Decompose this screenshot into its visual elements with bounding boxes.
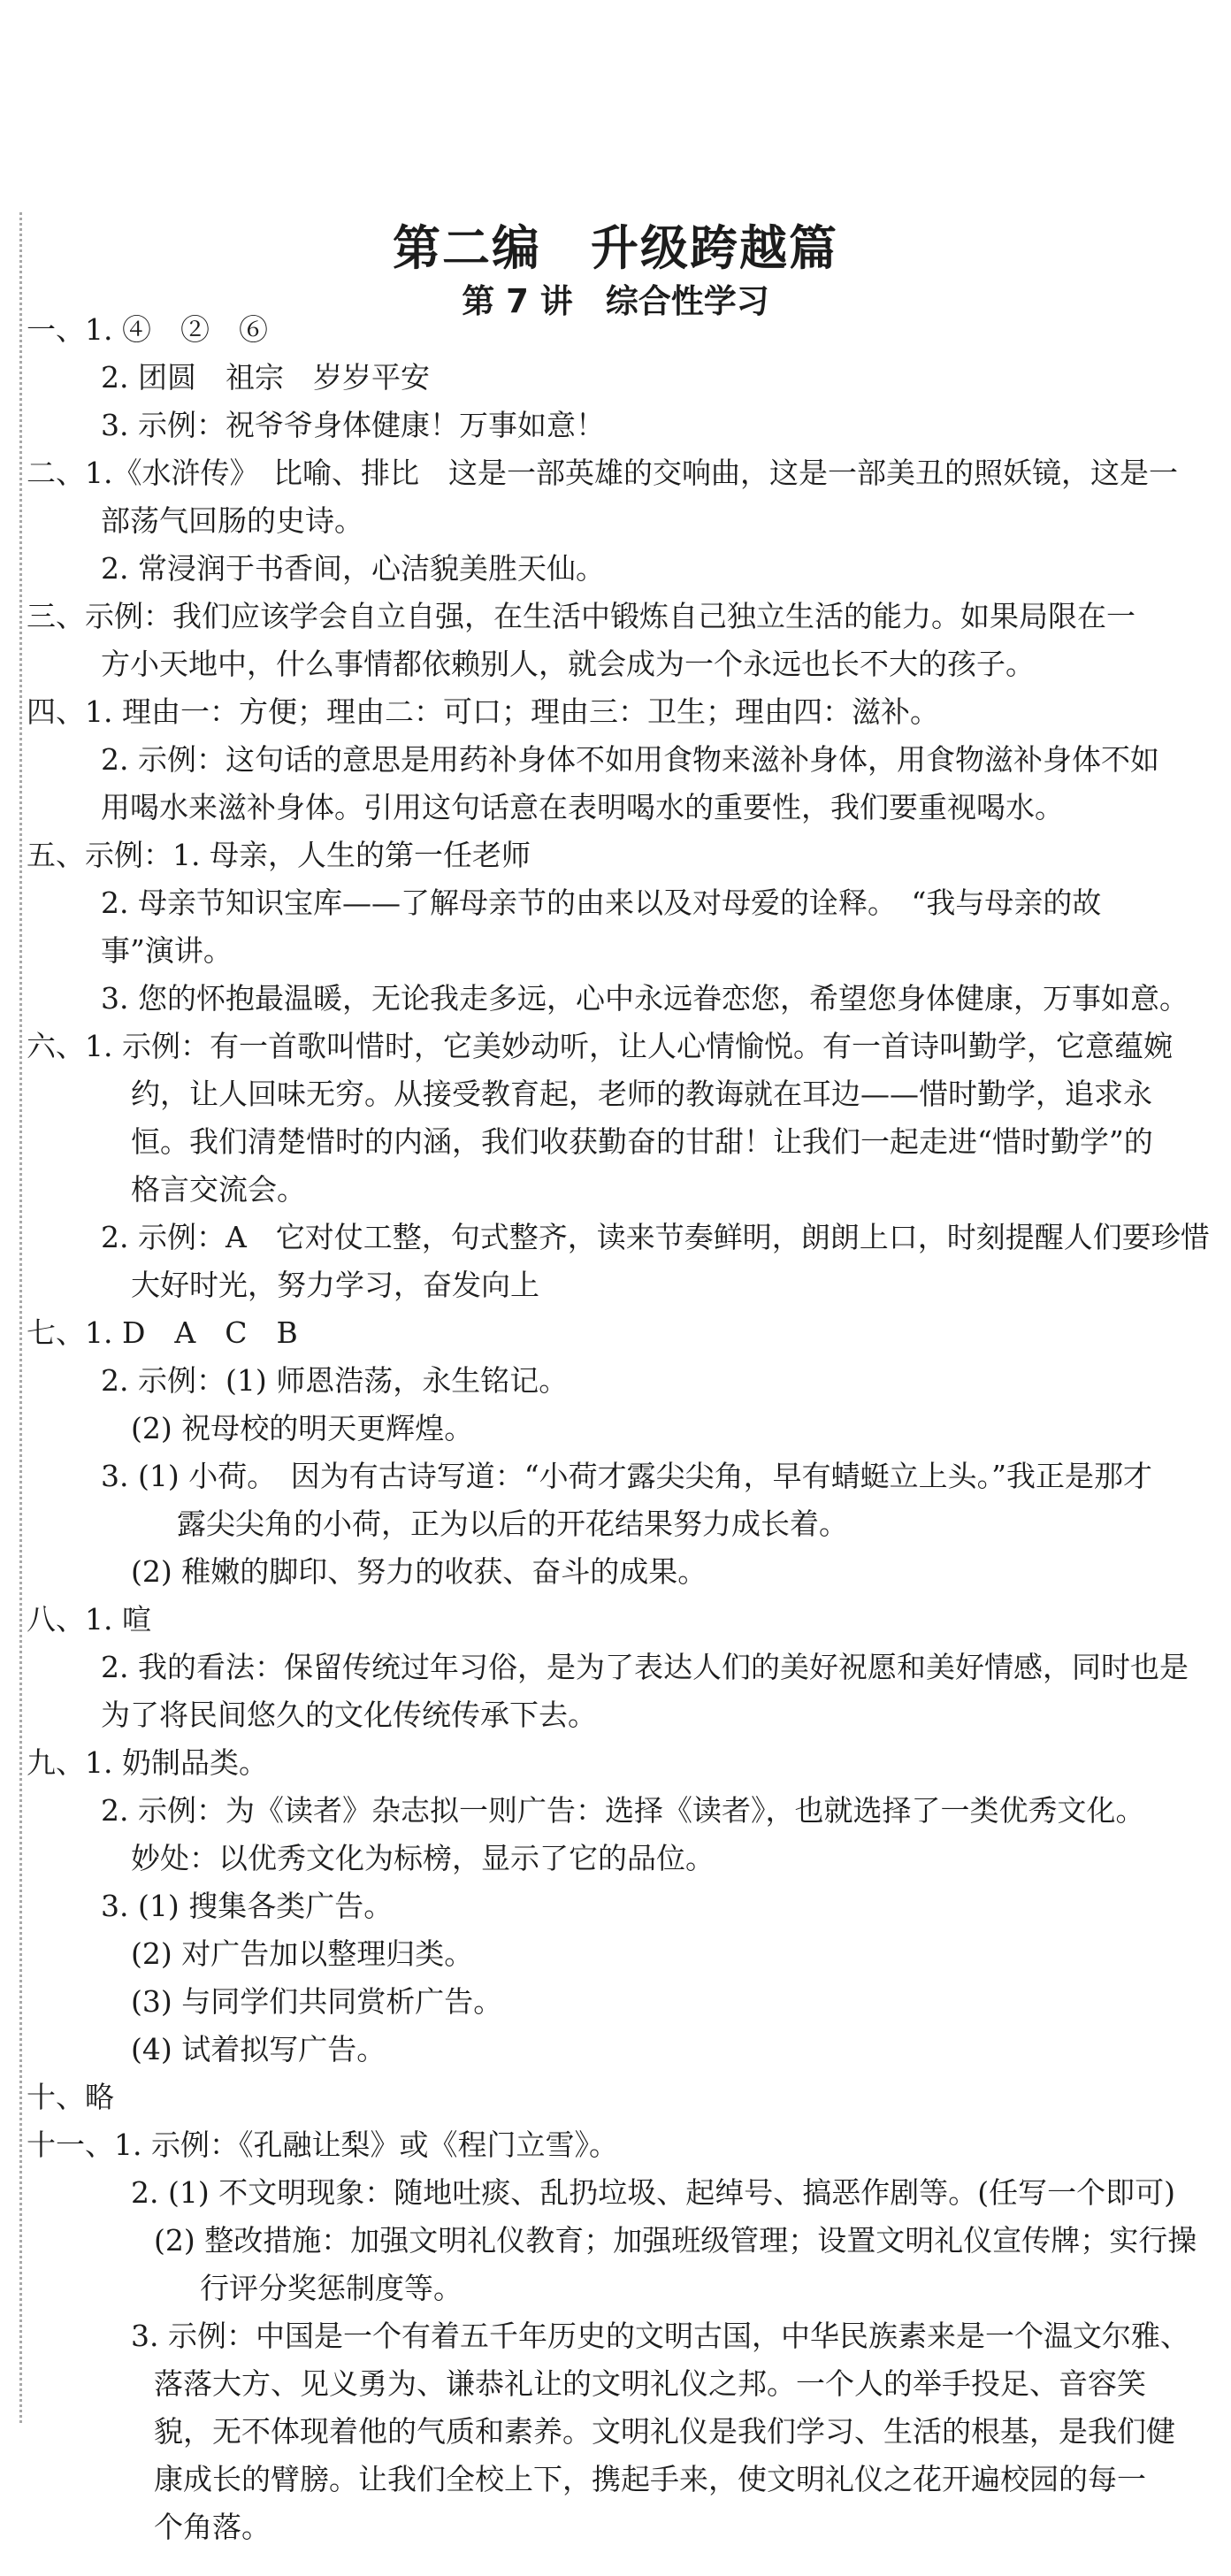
answer-line: 3. (1) 搜集各类广告。 — [101, 1889, 394, 1923]
answer-line: (2) 祝母校的明天更辉煌。 — [131, 1411, 474, 1445]
answer-line: 七、1. D A C B — [27, 1315, 298, 1350]
answer-line: 部荡气回肠的史诗。 — [101, 503, 363, 538]
answer-line: 3. (1) 小荷。 因为有古诗写道：“小荷才露尖尖角，早有蜻蜓立上头。”我正是那才 — [101, 1459, 1152, 1493]
answer-line: 2. (1) 不文明现象：随地吐痰、乱扔垃圾、起绰号、搞恶作剧等。(任写一个即可) — [131, 2175, 1175, 2210]
answer-line: 八、1. 喧 — [27, 1602, 151, 1637]
answer-line: 为了将民间悠久的文化传统传承下去。 — [101, 1698, 597, 1732]
answer-line: 3. 示例：中国是一个有着五千年历史的文明古国，中华民族素来是一个温文尔雅、 — [131, 2319, 1189, 2353]
answer-line: 妙处：以优秀文化为标榜，显示了它的品位。 — [131, 1841, 715, 1875]
answer-line: 2. 我的看法：保留传统过年习俗，是为了表达人们的美好祝愿和美好情感，同时也是 — [101, 1650, 1189, 1684]
answer-line: 五、示例：1. 母亲，人生的第一任老师 — [27, 838, 531, 872]
answer-line: 事”演讲。 — [101, 933, 233, 968]
answer-line: 十、略 — [27, 2080, 114, 2114]
answer-line: (4) 试着拟写广告。 — [131, 2032, 386, 2066]
answer-line: 行评分奖惩制度等。 — [200, 2271, 463, 2305]
answer-line: 2. 母亲节知识宝库——了解母亲节的由来以及对母爱的诠释。 “我与母亲的故 — [101, 886, 1102, 920]
answer-line: 方小天地中，什么事情都依赖别人，就会成为一个永远也长不大的孩子。 — [101, 647, 1035, 681]
answer-line: 落落大方、见义勇为、谦恭礼让的文明礼仪之邦。一个人的举手投足、音容笑 — [154, 2366, 1146, 2401]
answer-line: 康成长的臂膀。让我们全校上下，携起手来，使文明礼仪之花开遍校园的每一 — [154, 2462, 1146, 2496]
answer-line: 3. 您的怀抱最温暖，无论我走多远，心中永远眷恋您，希望您身体健康，万事如意。 — [101, 981, 1189, 1016]
binding-dashed-line — [19, 212, 22, 2424]
answer-line: 露尖尖角的小荷，正为以后的开花结果努力成长着。 — [177, 1506, 848, 1541]
answer-line: 3. 示例：祝爷爷身体健康！万事如意！ — [101, 408, 605, 442]
answer-line: 十一、1. 示例：《孔融让梨》或《程门立雪》。 — [27, 2128, 618, 2162]
answer-line: 格言交流会。 — [131, 1172, 306, 1207]
answer-line: 个角落。 — [154, 2510, 271, 2544]
answer-line: 2. 示例：为《读者》杂志拟一则广告：选择《读者》，也就选择了一类优秀文化。 — [101, 1793, 1145, 1828]
answer-line: 2. 示例：(1) 师恩浩荡，永生铭记。 — [101, 1363, 569, 1398]
answer-line: (2) 对广告加以整理归类。 — [131, 1936, 474, 1971]
answer-line: 2. 示例：这句话的意思是用药补身体不如用食物来滋补身体，用食物滋补身体不如 — [101, 742, 1159, 777]
answer-line: 三、示例：我们应该学会自立自强，在生活中锻炼自己独立生活的能力。如果局限在一 — [27, 599, 1135, 633]
lesson-7-title: 第 7 讲 综合性学习 — [462, 282, 769, 320]
answer-line: 一、1. ④ ② ⑥ — [27, 312, 268, 347]
answer-line: 貌，无不体现着他的气质和素养。文明礼仪是我们学习、生活的根基，是我们健 — [154, 2414, 1175, 2449]
answer-line: (3) 与同学们共同赏析广告。 — [131, 1984, 503, 2019]
section-title: 第二编 升级跨越篇 — [393, 220, 838, 276]
answer-line: 四、1. 理由一：方便；理由二：可口；理由三：卫生；理由四：滋补。 — [27, 694, 939, 729]
answer-line: 恒。我们清楚惜时的内涵，我们收获勤奋的甘甜！让我们一起走进“惜时勤学”的 — [131, 1124, 1153, 1159]
answer-line: 大好时光，努力学习，奋发向上 — [131, 1268, 539, 1302]
answer-line: 用喝水来滋补身体。引用这句话意在表明喝水的重要性，我们要重视喝水。 — [101, 790, 1064, 824]
answer-line: 2. 常浸润于书香间，心洁貌美胜天仙。 — [101, 551, 605, 586]
answer-line: 2. 团圆 祖宗 岁岁平安 — [101, 360, 430, 395]
answer-line: 六、1. 示例：有一首歌叫惜时，它美妙动听，让人心情愉悦。有一首诗叫勤学，它意蕴婉 — [27, 1029, 1173, 1063]
answer-line: 九、1. 奶制品类。 — [27, 1745, 268, 1780]
answer-line: 2. 示例：A 它对仗工整，句式整齐，读来节奏鲜明，朗朗上口，时刻提醒人们要珍惜 — [101, 1220, 1210, 1254]
answer-line: 约，让人回味无穷。从接受教育起，老师的教诲就在耳边——惜时勤学，追求永 — [131, 1077, 1152, 1111]
answer-line: 二、1.《水浒传》 比喻、排比 这是一部英雄的交响曲，这是一部美丑的照妖镜，这是一 — [27, 456, 1178, 490]
answer-line: (2) 稚嫩的脚印、努力的收获、奋斗的成果。 — [131, 1554, 707, 1589]
answer-line: (2) 整改措施：加强文明礼仪教育；加强班级管理；设置文明礼仪宣传牌；实行操 — [154, 2223, 1197, 2258]
